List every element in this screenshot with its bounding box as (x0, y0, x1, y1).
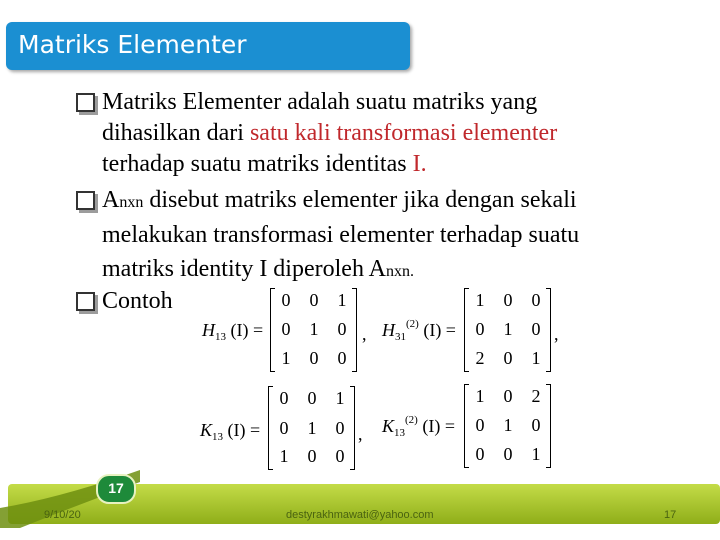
bullet-2-line-3: matriks identity I diperoleh Anxn. (102, 256, 414, 282)
k13-bracket-left (268, 386, 273, 470)
h31-cell: 0 (531, 319, 541, 339)
h31-bracket-left (464, 288, 469, 372)
footer-page-number: 17 (664, 509, 677, 521)
k13b-cell: 1 (503, 415, 513, 435)
h13-cell: 0 (281, 290, 291, 310)
h31-bracket-right (546, 288, 551, 372)
k13-bracket-right (350, 386, 355, 470)
h13-cell: 1 (281, 348, 291, 368)
k13b-cell: 0 (503, 444, 513, 464)
k13-cell: 1 (307, 418, 317, 438)
h13-cell: 1 (337, 290, 347, 310)
h31-label: $H_{31}^{(2)}$ (I) = (382, 318, 456, 343)
k13-cell: 0 (307, 388, 317, 408)
k13b-cell: 0 (531, 415, 541, 435)
h31-cell: 1 (475, 290, 485, 310)
bullet-2-line-1: Anxn disebut matriks elementer jika dengan sekali (102, 187, 577, 213)
bullet-1-line-3: terhadap suatu matriks identitas I. (102, 151, 427, 177)
h13-bracket-right (352, 288, 357, 372)
checkbox-bullet-icon (76, 191, 95, 210)
bullet-2-line-2: melakukan transformasi elementer terhadap suatu (102, 222, 580, 248)
h31-cell: 0 (503, 348, 513, 368)
k13-cell: 0 (279, 388, 289, 408)
h31-cell: 2 (475, 348, 485, 368)
h31-cell: 0 (475, 319, 485, 339)
h13-label: $H_{13}$ (I) = (202, 320, 264, 343)
k13b-cell: 0 (503, 386, 513, 406)
k13b-cell: 1 (475, 386, 485, 406)
k13-cell: 0 (279, 418, 289, 438)
footer-email: destyrakhmawati@yahoo.com (286, 509, 434, 521)
h31-comma: , (554, 324, 559, 344)
checkbox-bullet-icon (76, 292, 95, 311)
k13-cell: 0 (335, 446, 345, 466)
h31-cell: 0 (503, 290, 513, 310)
bullet-3-label: Contoh (102, 288, 173, 314)
h31-cell: 1 (531, 348, 541, 368)
footer-date: 9/10/20 (44, 509, 81, 521)
h13-comma: , (362, 324, 367, 344)
k13b-cell: 0 (475, 444, 485, 464)
h13-cell: 0 (309, 290, 319, 310)
k13-label: $K_{13}$ (I) = (200, 420, 261, 443)
k13-cell: 1 (335, 388, 345, 408)
k13-cell: 1 (279, 446, 289, 466)
k13b-label: $K_{13}^{(2)}$ (I) = (382, 414, 455, 439)
k13b-bracket-left (464, 384, 469, 468)
title-bar (6, 22, 410, 70)
k13b-cell: 0 (475, 415, 485, 435)
k13b-cell: 2 (531, 386, 541, 406)
k13-cell: 0 (307, 446, 317, 466)
k13b-bracket-right (546, 384, 551, 468)
page-number-badge: 17 (96, 474, 136, 504)
h13-bracket-left (270, 288, 275, 372)
checkbox-bullet-icon (76, 93, 95, 112)
h31-cell: 1 (503, 319, 513, 339)
h13-cell: 0 (337, 319, 347, 339)
h31-cell: 0 (531, 290, 541, 310)
h13-cell: 0 (337, 348, 347, 368)
k13-cell: 0 (335, 418, 345, 438)
slide-title: Matriks Elementer (18, 30, 247, 59)
k13-comma: , (358, 424, 363, 444)
h13-cell: 1 (309, 319, 319, 339)
bullet-1-line-2: dihasilkan dari satu kali transformasi elementer (102, 120, 558, 146)
h13-cell: 0 (281, 319, 291, 339)
bullet-1-line-1: Matriks Elementer adalah suatu matriks yang (102, 89, 538, 115)
k13b-cell: 1 (531, 444, 541, 464)
h13-cell: 0 (309, 348, 319, 368)
